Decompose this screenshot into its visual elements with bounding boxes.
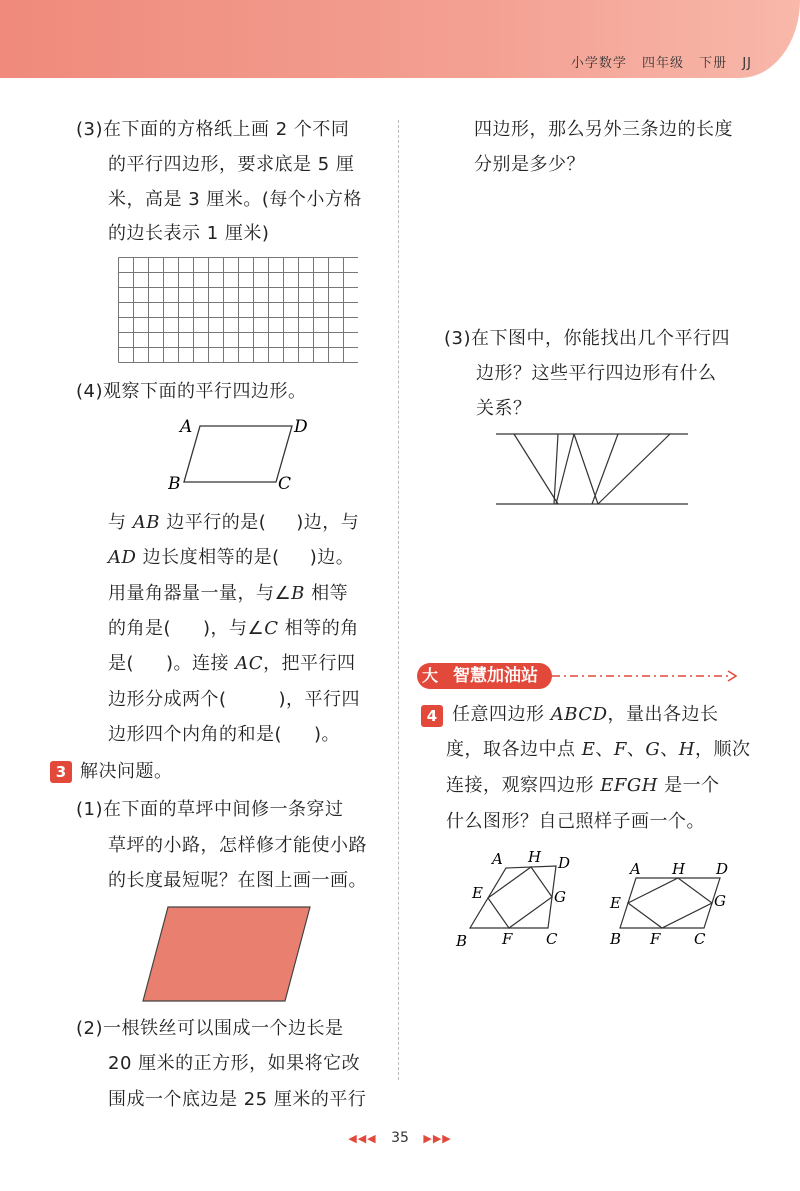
fig1-b-label: B xyxy=(456,932,468,950)
book-info xyxy=(561,52,752,71)
lawn-parallelogram[interactable] xyxy=(140,904,315,1004)
vertex-c-label: C xyxy=(278,474,292,494)
p1-line-1: (1)在下面的草坪中间修一条穿过 xyxy=(76,799,344,820)
edition-label: JJ xyxy=(742,56,752,71)
fig1-d-label: D xyxy=(558,854,571,872)
q4-line-1: 与 AB 边平行的是( )边，与 xyxy=(108,512,360,533)
right-arrows-icon: ▶▶▶ xyxy=(423,1132,452,1145)
q4r-line-3: 连接，观察四边形 EFGH 是一个 xyxy=(446,775,720,796)
q4-line-3: 用量角器量一量，与∠B 相等 xyxy=(108,583,349,604)
section-4-badge: 4 xyxy=(421,705,443,727)
p3-line-1: (3)在下图中，你能找出几个平行四 xyxy=(444,328,730,349)
fig2-d-label: D xyxy=(716,860,729,878)
vertex-b-label: B xyxy=(168,474,181,494)
q4r-line-2: 度，取各边中点 E、F、G、H，顺次 xyxy=(446,739,751,760)
q4r-line-4: 什么图形？自己照样子画一个。 xyxy=(446,811,705,832)
q4r-line-1: 任意四边形 ABCD，量出各边长 xyxy=(452,704,719,725)
p2-line-2: 20 厘米的正方形，如果将它改 xyxy=(108,1053,361,1074)
q3-line-3: 米，高是 3 厘米。(每个小方格 xyxy=(108,189,362,210)
vertex-a-label: A xyxy=(180,417,193,437)
quadrilateral-figure-1 xyxy=(454,846,584,950)
p2-continued-line-2: 分别是多少？ xyxy=(474,154,585,175)
volume-label: 下册 xyxy=(699,56,728,71)
vertex-d-label: D xyxy=(294,417,308,437)
fig2-f-label: F xyxy=(650,930,661,948)
p1-line-3: 的长度最短呢？在图上画一画。 xyxy=(108,870,367,891)
q3-line-1: (3)在下面的方格纸上画 2 个不同 xyxy=(76,119,350,140)
fig2-a-label: A xyxy=(630,860,641,878)
p3-line-2: 边形？这些平行四边形有什么 xyxy=(476,363,717,384)
q4-line-5: 是( )。连接 AC，把平行四 xyxy=(108,653,356,674)
section-3-badge: 3 xyxy=(50,761,72,783)
page-number: 35 xyxy=(391,1130,409,1146)
parallel-lines-figure xyxy=(494,428,690,508)
star-icon: 大 xyxy=(417,663,443,689)
left-arrows-icon: ◀◀◀ xyxy=(348,1132,377,1145)
fig1-e-label: E xyxy=(472,884,483,902)
q4-line-2: AD 边长度相等的是( )边。 xyxy=(108,547,355,568)
fig1-a-label: A xyxy=(492,850,503,868)
q3-line-2: 的平行四边形，要求底是 5 厘 xyxy=(108,154,355,175)
p2-line-1: (2)一根铁丝可以围成一个边长是 xyxy=(76,1018,344,1039)
fig2-e-label: E xyxy=(610,894,621,912)
subject-label: 小学数学 xyxy=(570,56,627,71)
p3-line-3: 关系？ xyxy=(476,398,532,419)
q4-title: (4)观察下面的平行四边形。 xyxy=(76,381,307,402)
fig1-g-label: G xyxy=(554,888,566,906)
fig2-c-label: C xyxy=(694,930,706,948)
dash-dot-arrow xyxy=(552,668,742,684)
fig2-b-label: B xyxy=(610,930,622,948)
p2-line-3: 围成一个底边是 25 厘米的平行 xyxy=(108,1089,367,1110)
section-3-title: 解决问题。 xyxy=(80,761,173,782)
fig1-h-label: H xyxy=(528,848,542,866)
fig2-g-label: G xyxy=(714,892,726,910)
column-divider xyxy=(398,120,399,1080)
q3-line-4: 的边长表示 1 厘米) xyxy=(108,223,270,244)
q4-line-7: 边形四个内角的和是( )。 xyxy=(108,724,341,745)
grade-label: 四年级 xyxy=(642,56,685,71)
fig2-h-label: H xyxy=(672,860,686,878)
page-number-footer xyxy=(0,1130,800,1146)
parallelogram-figure-2 xyxy=(604,846,744,950)
p2-continued-line-1: 四边形，那么另外三条边的长度 xyxy=(474,119,733,140)
square-grid-paper[interactable] xyxy=(118,257,358,363)
fig1-f-label: F xyxy=(502,930,513,948)
q4-line-6: 边形分成两个( )，平行四 xyxy=(108,689,361,710)
parallelogram-abcd-figure xyxy=(168,412,318,494)
q4-line-4: 的角是( )，与∠C 相等的角 xyxy=(108,618,359,639)
zhihui-label: 智慧加油站 xyxy=(441,663,552,689)
p1-line-2: 草坪的小路，怎样修才能使小路 xyxy=(108,835,367,856)
fig1-c-label: C xyxy=(546,930,558,948)
